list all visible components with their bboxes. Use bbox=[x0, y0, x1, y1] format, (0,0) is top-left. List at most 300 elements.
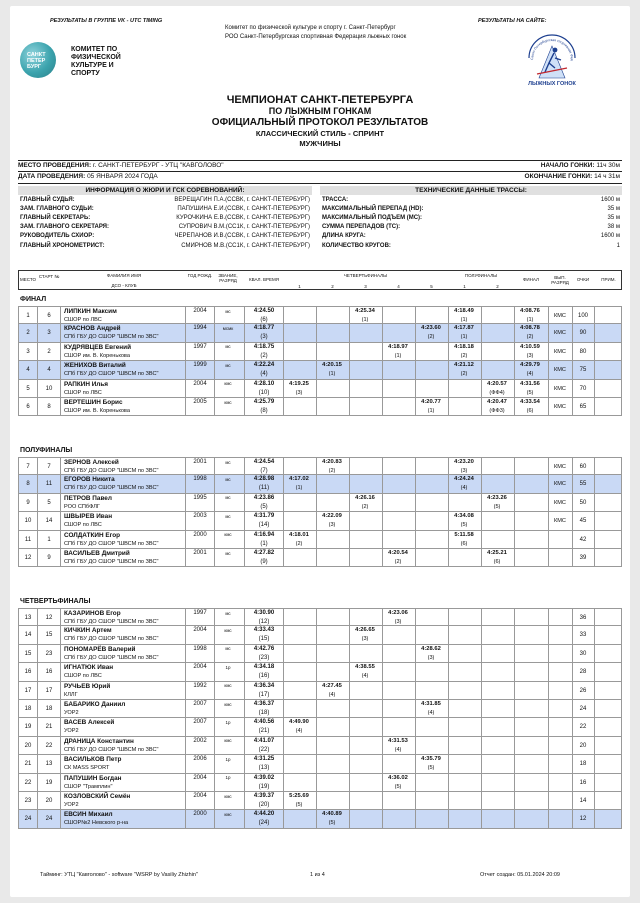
athlete-club: УОР2 bbox=[64, 802, 79, 808]
qf-place: (5) bbox=[427, 765, 435, 772]
cell-divider bbox=[316, 645, 317, 663]
cell-divider bbox=[283, 755, 284, 773]
cell-divider bbox=[185, 700, 186, 718]
sport-rank: кмс bbox=[224, 738, 232, 744]
cell-divider bbox=[283, 700, 284, 718]
qual-place: (5) bbox=[260, 503, 268, 510]
cell-divider bbox=[481, 755, 482, 773]
sport-rank: 1р bbox=[225, 664, 231, 670]
qf-time: 4:18.97 bbox=[388, 343, 408, 350]
table-row[interactable] bbox=[18, 792, 622, 810]
qf-time: 4:17.02 bbox=[289, 476, 309, 483]
table-row[interactable] bbox=[18, 475, 622, 493]
qf-place: (1) bbox=[361, 317, 369, 323]
tech-key: МАКСИМАЛЬНЫЙ ПЕРЕПАД (HD): bbox=[322, 206, 424, 213]
cell-divider bbox=[316, 755, 317, 773]
cell-divider bbox=[316, 531, 317, 549]
cell-divider bbox=[37, 494, 38, 512]
table-row[interactable] bbox=[18, 755, 622, 773]
bib: 17 bbox=[45, 687, 53, 694]
athlete-name: КРАСНОВ Андрей bbox=[64, 325, 121, 333]
jury-value: СМИРНОВ М.В.(СС1К, г. САНКТ-ПЕТЕРБУРГ) bbox=[181, 242, 310, 249]
place: 10 bbox=[24, 518, 32, 525]
jury-row bbox=[20, 242, 310, 251]
cell-divider bbox=[514, 549, 515, 567]
bib: 13 bbox=[45, 761, 53, 768]
cell-divider bbox=[244, 737, 245, 755]
final-place: (4) bbox=[526, 371, 534, 378]
athlete-club: СШОР им. В. Коренькова bbox=[64, 408, 130, 414]
cell-divider bbox=[316, 343, 317, 361]
cell-divider bbox=[382, 755, 383, 773]
cell-divider bbox=[37, 645, 38, 663]
birth-year: 2004 bbox=[193, 793, 207, 799]
place: 5 bbox=[26, 385, 30, 392]
sf-time: 4:20.47 bbox=[487, 399, 507, 405]
cell-divider bbox=[548, 609, 549, 627]
venue-row bbox=[18, 161, 622, 171]
qual-time: 4:22.24 bbox=[253, 362, 275, 369]
cell-divider bbox=[60, 700, 61, 718]
qual-place: (22) bbox=[258, 746, 270, 753]
sport-rank: мс bbox=[225, 646, 231, 652]
qual-time: 4:36.34 bbox=[253, 682, 275, 689]
sport-rank: кмс bbox=[224, 793, 232, 799]
cell-divider bbox=[60, 398, 61, 416]
athlete-club: СШОР по ЛВС bbox=[64, 317, 102, 323]
table-row[interactable] bbox=[18, 663, 622, 681]
cell-divider bbox=[244, 792, 245, 810]
athlete-club: СПб ГБУ ДО СШОР "ШВСМ по ЗВС" bbox=[64, 636, 159, 643]
athlete-name: КАЗАРИНОВ Егор bbox=[64, 610, 121, 617]
cell-divider bbox=[594, 810, 595, 828]
qf-place: (1) bbox=[295, 485, 303, 492]
table-row[interactable] bbox=[18, 645, 622, 663]
table-row[interactable] bbox=[18, 549, 622, 567]
cell-divider bbox=[382, 475, 383, 493]
final-place: (2) bbox=[526, 334, 534, 341]
cell-divider bbox=[185, 361, 186, 379]
cell-divider bbox=[185, 458, 186, 476]
birth-year: 2001 bbox=[193, 550, 207, 556]
cell-divider bbox=[349, 609, 350, 627]
cell-divider bbox=[283, 324, 284, 342]
footer-timing: Тайминг: УТЦ "Кавголово" - software "WSRP by Vasiliy Zhizhin" bbox=[40, 872, 198, 878]
cell-divider bbox=[244, 398, 245, 416]
jury-header: ИНФОРМАЦИЯ О ЖЮРИ И ГСК СОРЕВНОВАНИЙ: bbox=[18, 186, 312, 195]
table-row[interactable] bbox=[18, 608, 622, 626]
qf-place: (1) bbox=[427, 408, 435, 414]
place: 22 bbox=[24, 779, 32, 786]
athlete-name: ПОНОМАРЁВ Валерий bbox=[64, 645, 136, 653]
table-row[interactable] bbox=[18, 737, 622, 755]
jury-key: ГЛАВНЫЙ СЕКРЕТАРЬ: bbox=[20, 215, 91, 222]
table-row[interactable] bbox=[18, 531, 622, 549]
qual-time: 4:40.56 bbox=[253, 719, 275, 726]
cell-divider bbox=[60, 324, 61, 342]
bib: 14 bbox=[45, 518, 53, 525]
cell-divider bbox=[283, 609, 284, 627]
cell-divider bbox=[481, 682, 482, 700]
qf-time: 4:38.55 bbox=[355, 664, 375, 671]
final-time: 4:08.78 bbox=[520, 325, 540, 332]
cell-divider bbox=[594, 700, 595, 718]
bib: 21 bbox=[45, 724, 53, 731]
final-time: 4:33.54 bbox=[520, 399, 540, 405]
cell-divider bbox=[415, 718, 416, 736]
bib: 7 bbox=[47, 464, 51, 470]
achieved-rank: КМС bbox=[554, 499, 566, 506]
place: 3 bbox=[26, 348, 30, 355]
table-row[interactable] bbox=[18, 512, 622, 530]
points: 26 bbox=[579, 687, 587, 694]
cell-divider bbox=[244, 531, 245, 549]
cell-divider bbox=[60, 626, 61, 644]
cell-divider bbox=[316, 307, 317, 325]
birth-year: 2000 bbox=[193, 531, 207, 538]
achieved-rank: КМС bbox=[554, 518, 566, 525]
cell-divider bbox=[594, 531, 595, 549]
cell-divider bbox=[316, 324, 317, 342]
col-qf-4: 4 bbox=[397, 284, 400, 289]
cell-divider bbox=[548, 737, 549, 755]
qf-place: (2) bbox=[427, 334, 435, 341]
qf-place: (5) bbox=[295, 802, 303, 808]
qf-place: (2) bbox=[394, 559, 402, 565]
athlete-club: СПб ГБУ ДО СШОР "ШВСМ по ЗВС" bbox=[64, 540, 159, 547]
place: 11 bbox=[24, 536, 32, 543]
table-row[interactable] bbox=[18, 324, 622, 342]
qual-time: 4:44.20 bbox=[253, 811, 275, 818]
qf-time: 4:20.54 bbox=[388, 550, 408, 556]
qual-place: (6) bbox=[260, 317, 268, 323]
cell-divider bbox=[594, 475, 595, 493]
birth-year: 2004 bbox=[193, 774, 207, 781]
cell-divider bbox=[481, 343, 482, 361]
tech-key: КОЛИЧЕСТВО КРУГОВ: bbox=[322, 242, 391, 249]
cell-divider bbox=[185, 307, 186, 325]
qf-time: 4:49.90 bbox=[289, 719, 309, 726]
cell-divider bbox=[548, 792, 549, 810]
cell-divider bbox=[349, 755, 350, 773]
achieved-rank: КМС bbox=[554, 481, 566, 488]
cell-divider bbox=[448, 609, 449, 627]
cell-divider bbox=[185, 324, 186, 342]
table-row[interactable] bbox=[18, 306, 622, 324]
qual-time: 4:30.90 bbox=[253, 610, 275, 616]
athlete-name: БАБАРИКО Даниил bbox=[64, 701, 126, 708]
athlete-name: ЛИПКИН Максим bbox=[64, 308, 117, 315]
bib: 20 bbox=[45, 798, 53, 804]
table-row[interactable] bbox=[18, 361, 622, 379]
cell-divider bbox=[548, 700, 549, 718]
bib: 4 bbox=[47, 367, 51, 374]
cell-divider bbox=[316, 609, 317, 627]
organizer-federation: РОО Санкт-Петербургская спортивная Федерация лыжных гонок bbox=[225, 34, 407, 40]
cell-divider bbox=[244, 609, 245, 627]
sport-rank: кмс bbox=[224, 399, 232, 405]
cell-divider bbox=[37, 810, 38, 828]
sf-place: (6) bbox=[460, 540, 468, 547]
qf-time: 4:18.01 bbox=[289, 531, 309, 538]
cell-divider bbox=[244, 307, 245, 325]
final-time: 4:31.56 bbox=[520, 380, 540, 387]
ski-logo-text: ЛЫЖНЫХ ГОНОК bbox=[528, 81, 576, 87]
athlete-name: ВЕРТЕШИН Борис bbox=[64, 399, 123, 406]
cell-divider bbox=[316, 700, 317, 718]
cell-divider bbox=[60, 343, 61, 361]
cell-divider bbox=[382, 512, 383, 530]
sport-rank: кмс bbox=[224, 627, 232, 633]
cell-divider bbox=[349, 792, 350, 810]
cell-divider bbox=[448, 700, 449, 718]
cell-divider bbox=[37, 475, 38, 493]
cell-divider bbox=[594, 718, 595, 736]
qual-time: 4:34.18 bbox=[253, 664, 275, 671]
birth-year: 2004 bbox=[193, 664, 207, 671]
cell-divider bbox=[244, 626, 245, 644]
cell-divider bbox=[382, 324, 383, 342]
cell-divider bbox=[548, 645, 549, 663]
cell-divider bbox=[185, 494, 186, 512]
cell-divider bbox=[548, 774, 549, 792]
protocol-page bbox=[10, 6, 630, 897]
cell-divider bbox=[382, 700, 383, 718]
cell-divider bbox=[382, 458, 383, 476]
vk-results-label: РЕЗУЛЬТАТЫ В ГРУППЕ VK - UTC TIMING bbox=[50, 18, 163, 24]
cell-divider bbox=[594, 380, 595, 398]
cell-divider bbox=[481, 718, 482, 736]
birth-year: 1998 bbox=[193, 645, 207, 652]
achieved-rank: КМС bbox=[554, 367, 566, 374]
table-row[interactable] bbox=[18, 810, 622, 828]
cell-divider bbox=[283, 626, 284, 644]
cell-divider bbox=[349, 737, 350, 755]
bib: 1 bbox=[47, 536, 51, 543]
cell-divider bbox=[37, 398, 38, 416]
athlete-club: СПб ГБУ ДО СШОР "ШВСМ по ЗВС" bbox=[64, 485, 159, 492]
jury-key: ГЛАВНЫЙ ХРОНОМЕТРИСТ: bbox=[20, 242, 105, 249]
tech-key: ТРАССА: bbox=[322, 197, 349, 203]
qf-place: (4) bbox=[427, 710, 435, 716]
cell-divider bbox=[60, 549, 61, 567]
cell-divider bbox=[481, 475, 482, 493]
achieved-rank: КМС bbox=[554, 313, 566, 319]
cell-divider bbox=[283, 682, 284, 700]
final-place: (6) bbox=[526, 408, 534, 414]
birth-year: 2001 bbox=[193, 459, 207, 465]
col-qf-3: 3 bbox=[364, 284, 367, 289]
cell-divider bbox=[481, 774, 482, 792]
cell-divider bbox=[481, 810, 482, 828]
cell-divider bbox=[244, 361, 245, 379]
place: 13 bbox=[24, 615, 32, 621]
cell-divider bbox=[283, 494, 284, 512]
cell-divider bbox=[594, 398, 595, 416]
cell-divider bbox=[514, 737, 515, 755]
cell-divider bbox=[37, 458, 38, 476]
table-row[interactable] bbox=[18, 494, 622, 512]
place: 20 bbox=[24, 742, 32, 749]
final-time: 4:10.59 bbox=[520, 343, 540, 350]
col-qf: ЧЕТВЕРТЬФИНАЛЫ bbox=[343, 273, 388, 278]
sport-rank: мс bbox=[225, 308, 231, 314]
col-qf-5: 5 bbox=[430, 284, 433, 289]
qf-place: (4) bbox=[295, 728, 303, 735]
qf-time: 4:35.79 bbox=[421, 756, 441, 763]
table-row[interactable] bbox=[18, 380, 622, 398]
sf-place: (6) bbox=[493, 559, 501, 565]
cell-divider bbox=[349, 810, 350, 828]
sport-rank: мс bbox=[225, 344, 231, 350]
cell-divider bbox=[594, 792, 595, 810]
sf-time: 4:25.21 bbox=[487, 550, 507, 556]
athlete-club: СК MASS SPORT bbox=[64, 765, 110, 772]
table-row[interactable] bbox=[18, 398, 622, 416]
achieved-rank: КМС bbox=[554, 330, 566, 337]
tech-key: СУММА ПЕРЕПАДОВ (ТС): bbox=[322, 224, 401, 231]
cell-divider bbox=[514, 755, 515, 773]
table-row[interactable] bbox=[18, 718, 622, 736]
cell-divider bbox=[415, 458, 416, 476]
cell-divider bbox=[548, 626, 549, 644]
birth-year: 2002 bbox=[193, 737, 207, 744]
table-row[interactable] bbox=[18, 457, 622, 475]
bib: 22 bbox=[45, 742, 53, 749]
jury-value: ВЕРЕЩАГИН П.А.(ССВК, г. САНКТ-ПЕТЕРБУРГ) bbox=[174, 197, 310, 203]
cell-divider bbox=[37, 307, 38, 325]
cell-divider bbox=[37, 774, 38, 792]
cell-divider bbox=[349, 475, 350, 493]
qual-place: (4) bbox=[260, 371, 268, 378]
place: 9 bbox=[26, 499, 30, 506]
birth-year: 1997 bbox=[193, 343, 207, 350]
birth-year: 2005 bbox=[193, 399, 207, 405]
cell-divider bbox=[415, 810, 416, 828]
table-row[interactable] bbox=[18, 700, 622, 718]
bib: 11 bbox=[45, 481, 53, 488]
cell-divider bbox=[415, 380, 416, 398]
athlete-club: СШОР по ЛВС bbox=[64, 389, 102, 396]
footer-created: Отчет создан: 05.01.2024 20:09 bbox=[480, 872, 560, 878]
sport-rank: кмс bbox=[224, 811, 232, 817]
jury-key: РУКОВОДИТЕЛЬ СХИОР: bbox=[20, 233, 95, 240]
jury-key: ЗАМ. ГЛАВНОГО СУДЬИ: bbox=[20, 206, 94, 213]
cell-divider bbox=[316, 737, 317, 755]
cell-divider bbox=[37, 549, 38, 567]
bib: 8 bbox=[47, 404, 51, 410]
cell-divider bbox=[415, 737, 416, 755]
committee-logo-text: КОМИТЕТ ПО ФИЗИЧЕСКОЙ КУЛЬТУРЕ И СПОРТУ bbox=[71, 46, 121, 77]
cell-divider bbox=[244, 682, 245, 700]
jury-row bbox=[20, 214, 310, 223]
cell-divider bbox=[185, 609, 186, 627]
table-row[interactable] bbox=[18, 682, 622, 700]
qf-time: 4:40.89 bbox=[322, 811, 342, 818]
cell-divider bbox=[349, 718, 350, 736]
qual-place: (17) bbox=[258, 691, 270, 698]
cell-divider bbox=[37, 380, 38, 398]
bib: 19 bbox=[45, 779, 53, 786]
points: 45 bbox=[579, 518, 587, 525]
points: 30 bbox=[579, 650, 587, 657]
tech-key: ДЛИНА КРУГА: bbox=[322, 233, 366, 240]
cell-divider bbox=[514, 663, 515, 681]
sport-rank: кмс bbox=[224, 381, 232, 387]
place: 8 bbox=[26, 481, 30, 488]
cell-divider bbox=[594, 755, 595, 773]
sport-rank: 1р bbox=[225, 756, 231, 762]
cell-divider bbox=[382, 531, 383, 549]
cell-divider bbox=[283, 398, 284, 416]
cell-divider bbox=[594, 361, 595, 379]
cell-divider bbox=[185, 737, 186, 755]
start-value: 11ч 30м bbox=[596, 162, 620, 169]
qual-place: (24) bbox=[258, 820, 270, 827]
athlete-name: ПАПУШИН Богдан bbox=[64, 774, 122, 782]
place: 4 bbox=[26, 367, 30, 374]
place: 19 bbox=[24, 724, 32, 731]
col-sf-1: 1 bbox=[463, 284, 466, 289]
sf-time: 4:17.87 bbox=[454, 325, 474, 332]
section-title: ФИНАЛ bbox=[20, 296, 47, 303]
athlete-club: СШОР им. В. Коренькова bbox=[64, 352, 130, 359]
cell-divider bbox=[415, 626, 416, 644]
cell-divider bbox=[37, 626, 38, 644]
qual-place: (9) bbox=[260, 559, 268, 565]
jury-value: СУПРОВИЧ В.М.(СС1К, г. САНКТ-ПЕТЕРБУРГ) bbox=[178, 224, 310, 231]
cell-divider bbox=[514, 458, 515, 476]
col-sf-2: 2 bbox=[496, 284, 499, 289]
results-table-header bbox=[18, 270, 622, 290]
sf-place: (5) bbox=[460, 522, 468, 529]
sport-rank: кмс bbox=[224, 701, 232, 707]
athlete-name: КИЧКИН Артем bbox=[64, 627, 112, 635]
cell-divider bbox=[548, 531, 549, 549]
tech-row bbox=[322, 223, 620, 232]
points: 50 bbox=[579, 499, 587, 506]
sf-place: (5) bbox=[493, 503, 501, 510]
cell-divider bbox=[382, 380, 383, 398]
athlete-club: СПб ГБУ ДО СШОР "ШВСМ по ЗВС" bbox=[64, 654, 159, 661]
cell-divider bbox=[594, 737, 595, 755]
col-cat: ЗВАНИЕ, РАЗРЯД bbox=[218, 273, 238, 283]
cell-divider bbox=[244, 343, 245, 361]
qual-time: 4:23.86 bbox=[253, 494, 275, 501]
cell-divider bbox=[481, 792, 482, 810]
cell-divider bbox=[349, 324, 350, 342]
points: 75 bbox=[579, 367, 587, 374]
qual-place: (11) bbox=[258, 485, 270, 492]
table-row[interactable] bbox=[18, 774, 622, 792]
section-title: ЧЕТВЕРТЬФИНАЛЫ bbox=[20, 598, 91, 605]
points: 20 bbox=[579, 742, 587, 749]
birth-year: 2006 bbox=[193, 756, 207, 763]
cell-divider bbox=[481, 609, 482, 627]
cell-divider bbox=[60, 475, 61, 493]
athlete-club: СШОР по ЛВС bbox=[64, 673, 102, 680]
table-row[interactable] bbox=[18, 343, 622, 361]
points: 24 bbox=[579, 706, 587, 712]
table-row[interactable] bbox=[18, 626, 622, 644]
col-final: ФИНАЛ bbox=[523, 277, 539, 282]
cell-divider bbox=[60, 380, 61, 398]
qual-time: 4:36.37 bbox=[253, 701, 275, 707]
cell-divider bbox=[283, 343, 284, 361]
cell-divider bbox=[283, 810, 284, 828]
jury-row bbox=[20, 196, 310, 205]
qual-time: 4:18.77 bbox=[253, 325, 275, 332]
